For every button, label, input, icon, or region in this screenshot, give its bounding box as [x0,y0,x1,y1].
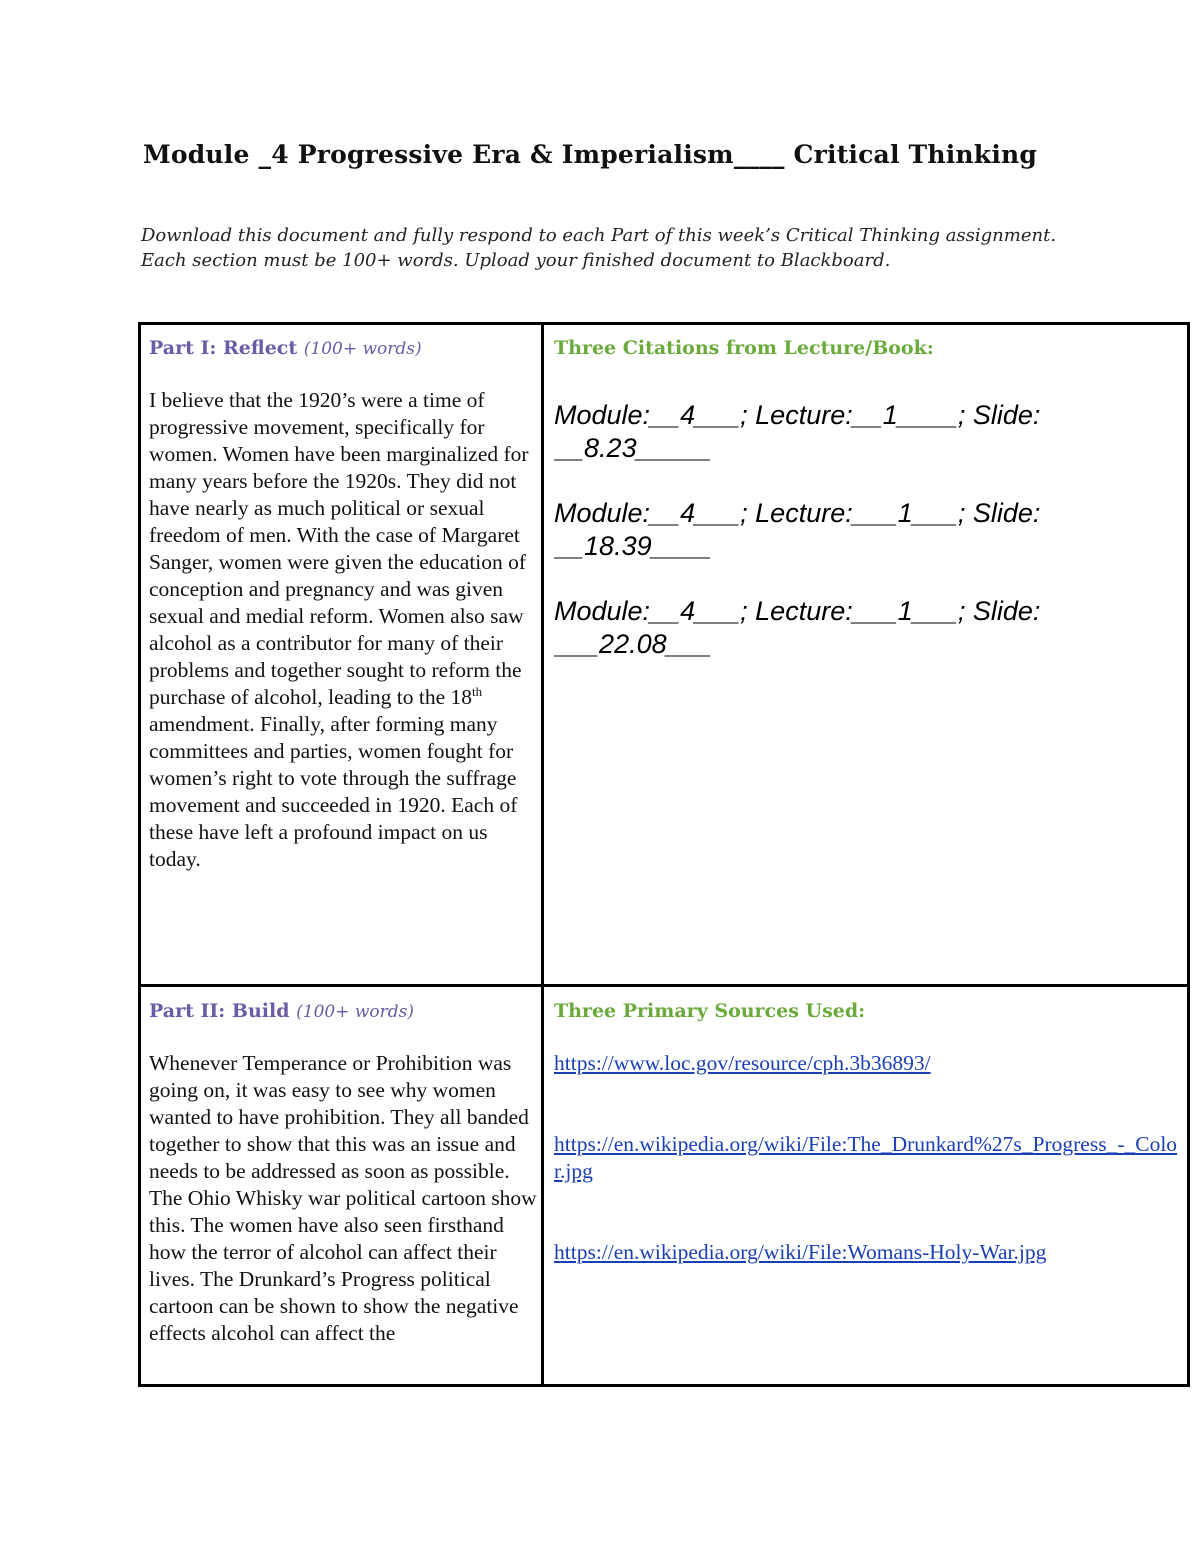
part2-cell [149,997,537,1383]
citation-item: Module:__4___; Lecture:___1___; Slide: __18.39____ [554,498,1041,561]
sources-cell [554,997,1184,1383]
part1-response-text [149,387,537,873]
instructions-text: Download this document and fully respond to each Part of this week’s Critical Thinking assignment. Each section must be 100+ words. Upload your finished document to Blackboard. [141,225,1057,271]
part1-heading [149,334,537,362]
sources-heading: Three Primary Sources Used: [554,1000,866,1022]
part1-heading-label: Part I: Reflect [149,337,298,359]
source-link[interactable]: https://en.wikipedia.org/wiki/File:The_Drunkard%27s_Progress_-_Color.jpg [554,1132,1178,1183]
part2-heading [149,997,537,1025]
citation-item: Module:__4___; Lecture:___1___; Slide: ___22.08___ [554,596,1041,659]
part1-word-hint: (100+ words) [303,339,422,359]
source-link[interactable]: https://en.wikipedia.org/wiki/File:Womans-Holy-War.jpg [554,1240,1047,1264]
part2-heading-label: Part II: Build [149,1000,290,1022]
document-title: Module _4 Progressive Era & Imperialism____ Critical Thinking [143,140,1038,169]
citation-item: Module:__4___; Lecture:__1____; Slide: __8.23_____ [554,400,1041,463]
part1-text-start: I believe that the 1920’s were a time of progressive movement, specifically for women. Women have been marginalized for many years before the 1920s. They did not have nearly as much political or sexual freedom of men. With the case of Margaret Sanger, women were given the education of conception and pregnancy and was given sexual and medial reform. Women also saw alcohol as a contributor for many of their problems and together sought to reform the purchase of alcohol, leading to the 18 [149,388,529,709]
table-column-divider [541,322,544,1387]
part2-response-text: Whenever Temperance or Prohibition was going on, it was easy to see why women wanted to have prohibition. They all banded together to show that this was an issue and needs to be addressed as soon as possible. The Ohio Whisky war political cartoon show this. The women have also seen firsthand how the terror of alcohol can affect their lives. The Drunkard’s Progress political cartoon can be shown to show the negative effects alcohol can affect the [149,1051,537,1345]
part1-superscript: th [472,683,483,699]
table-row-divider [138,984,1190,987]
citations-cell [554,334,1184,979]
part2-word-hint: (100+ words) [296,1002,415,1022]
sources-list [554,1050,1184,1266]
citations-heading: Three Citations from Lecture/Book: [554,337,934,359]
part1-text-end: amendment. Finally, after forming many committees and parties, women fought for women’s right to vote through the suffrage movement and succeeded in 1920. Each of these have left a profound impact on us today. [149,712,518,871]
part1-cell [149,334,537,979]
citations-list [554,399,1184,661]
source-link[interactable]: https://www.loc.gov/resource/cph.3b36893/ [554,1051,931,1075]
